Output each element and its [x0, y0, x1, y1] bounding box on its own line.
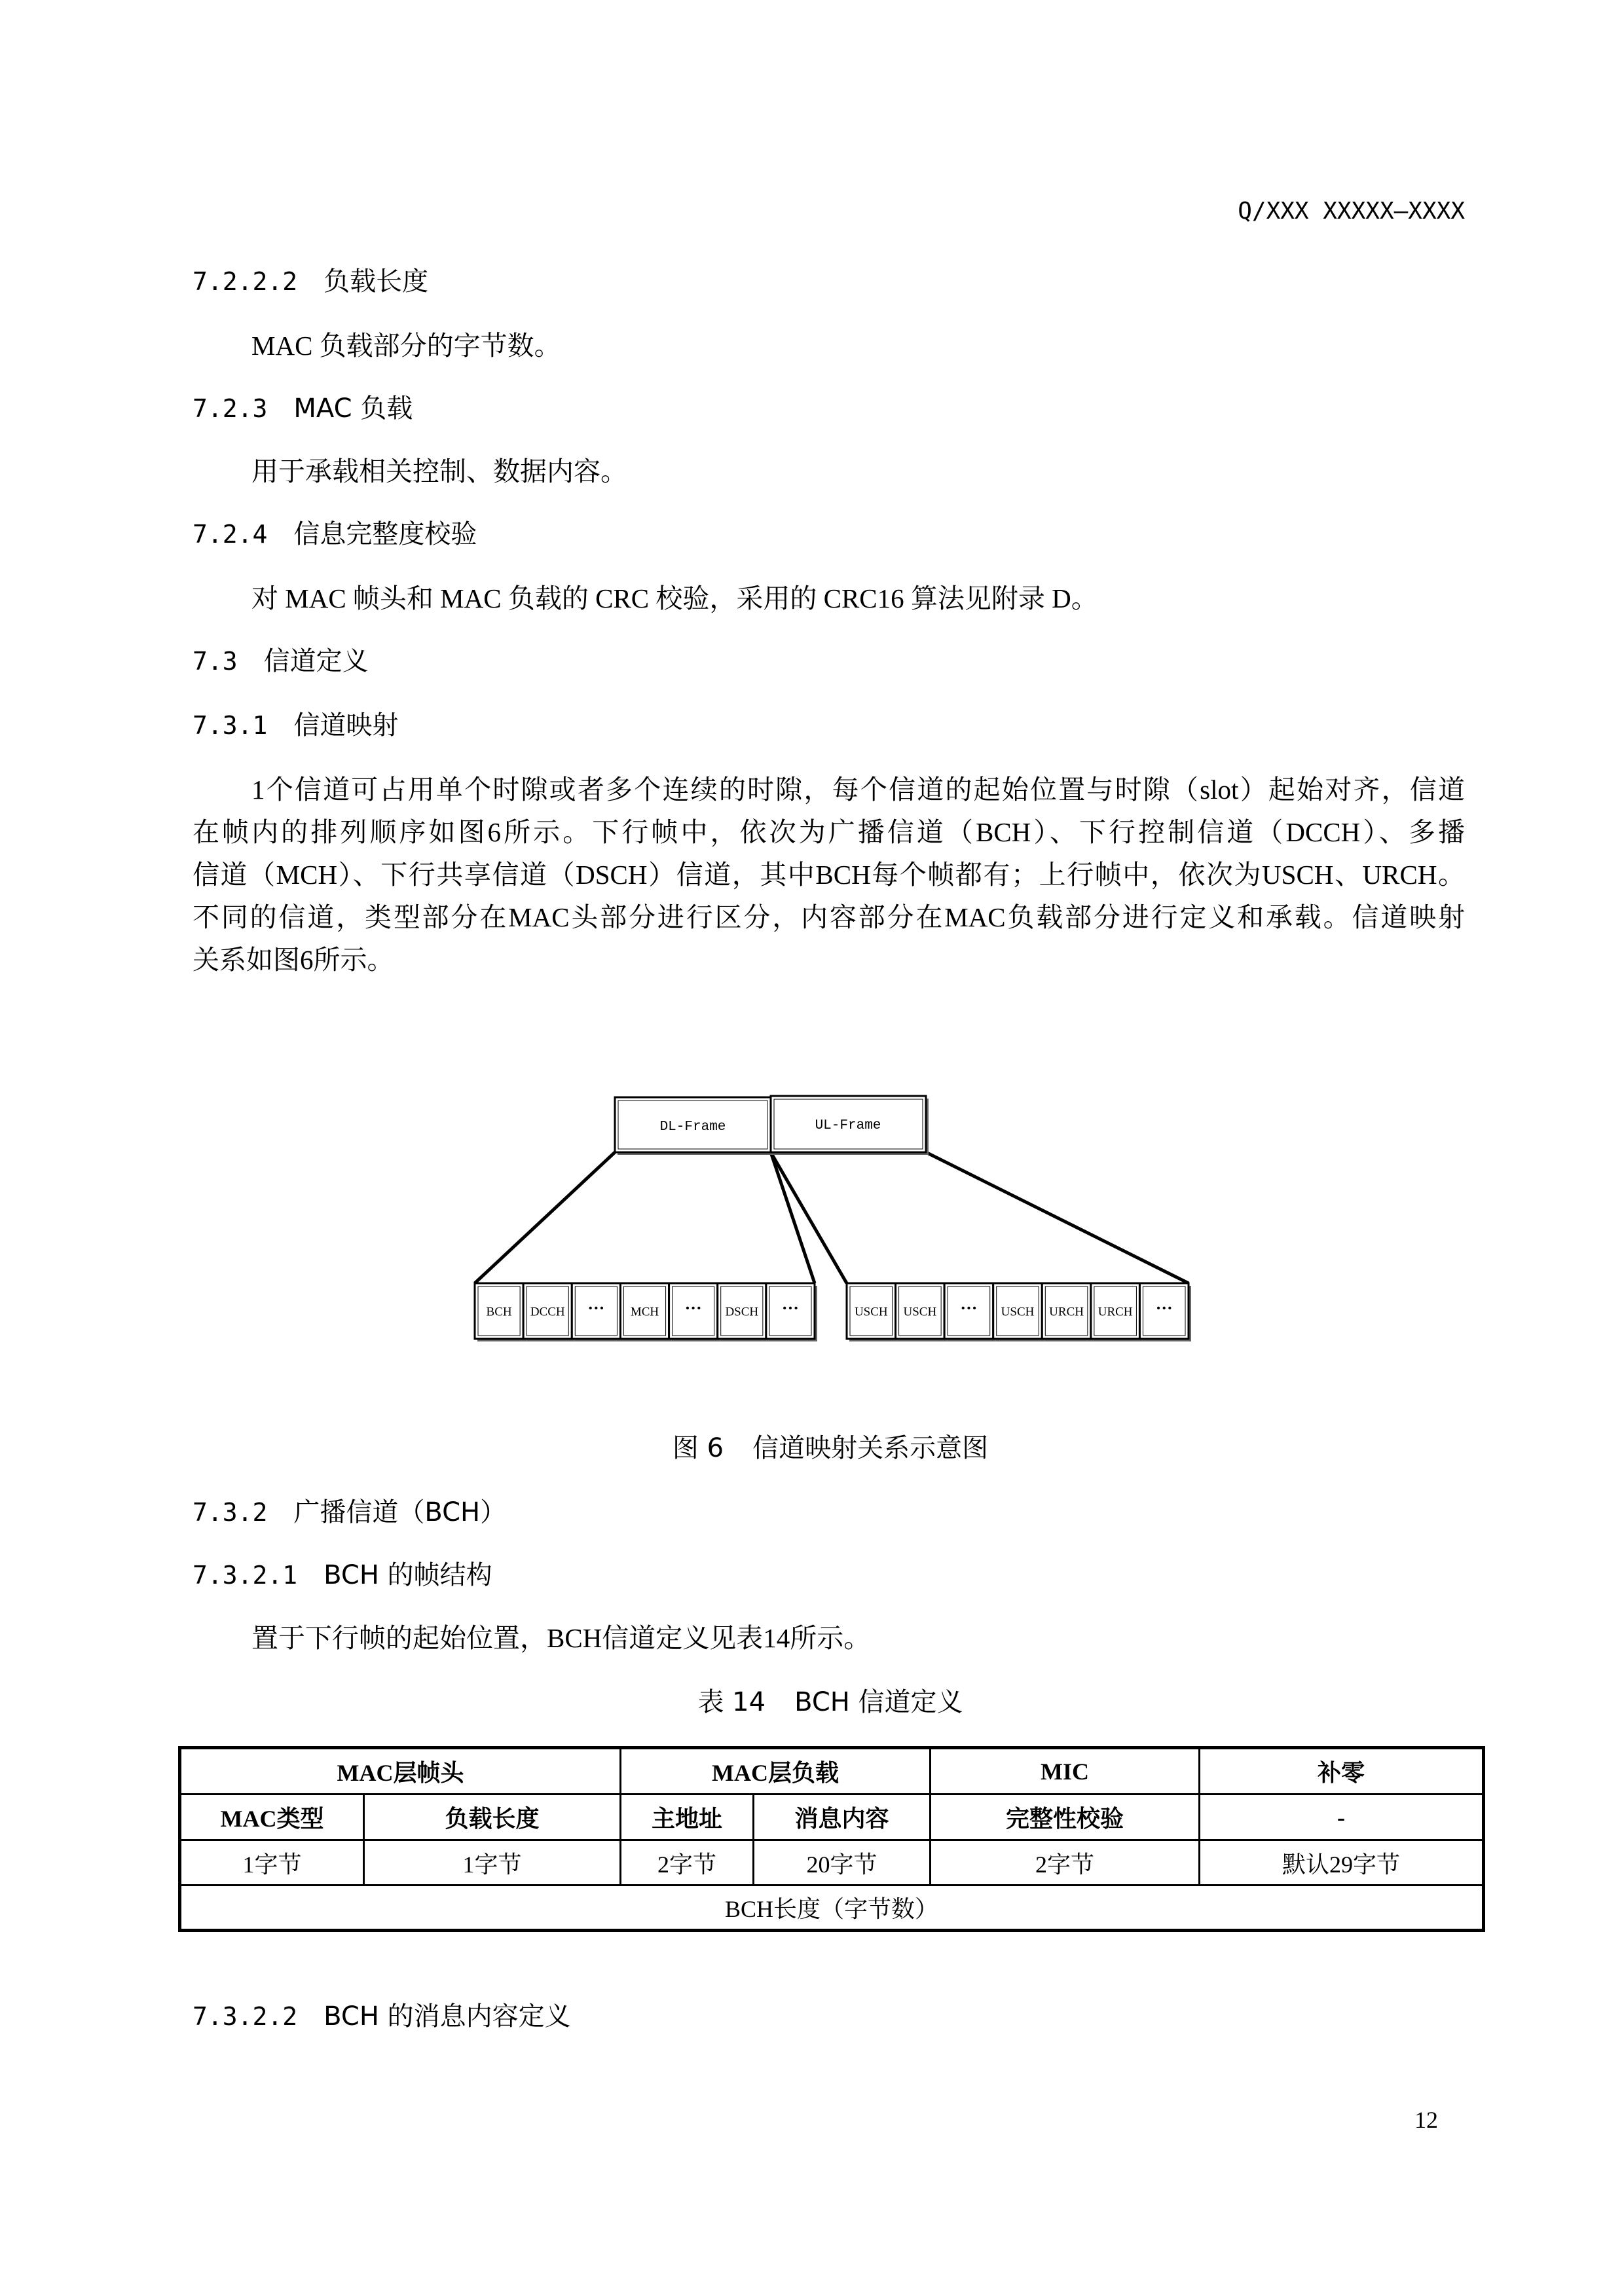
section-number: 7.2.4: [193, 520, 268, 549]
section-number: 7.3: [193, 647, 238, 676]
connector-line: [926, 1152, 1189, 1283]
channel-label: URCH: [1049, 1305, 1084, 1319]
section-heading-7-2-4: [193, 518, 477, 551]
section-title: 负载长度: [323, 266, 429, 297]
channel-box: [993, 1283, 1045, 1341]
channel-label: DCCH: [530, 1305, 565, 1319]
channel-label: URCH: [1098, 1305, 1133, 1319]
section-heading-7-3-1: [193, 709, 398, 742]
channel-box: [523, 1283, 574, 1341]
channel-label: MCH: [630, 1305, 659, 1319]
table-cell: 2字节: [931, 1840, 1200, 1886]
figure-number: 图 6: [672, 1433, 724, 1463]
dl-frame-box: [615, 1097, 773, 1155]
channel-box: [896, 1283, 948, 1341]
header-cell: 负载长度: [364, 1795, 621, 1840]
table-row: [180, 1795, 1484, 1840]
table-number: 表 14: [697, 1687, 766, 1717]
section-title: 广播信道（BCH）: [293, 1497, 507, 1527]
section-title: BCH 的帧结构: [323, 1560, 492, 1590]
paragraph-line: 不同的信道，类型部分在MAC头部分进行区分，内容部分在MAC负载部分进行定义和承载。信道映射: [193, 902, 1465, 932]
figure-caption: [0, 1432, 1624, 1465]
header-cell: MAC层帧头: [180, 1748, 621, 1795]
channel-box: [1091, 1283, 1143, 1341]
channel-box: [766, 1283, 817, 1341]
ul-frame-label: UL-Frame: [815, 1118, 881, 1133]
section-number: 7.3.2.1: [193, 1561, 298, 1590]
dl-frame-label: DL-Frame: [659, 1120, 726, 1135]
channel-label: USCH: [1001, 1305, 1035, 1319]
table-row: [180, 1748, 1484, 1795]
channel-label: ···: [960, 1298, 978, 1318]
figure-title: 信道映射关系示意图: [752, 1433, 989, 1463]
channel-label: ···: [1155, 1298, 1173, 1318]
header-cell: 补零: [1200, 1748, 1484, 1795]
section-heading-7-2-3: [193, 392, 413, 425]
section-title: 信息完整度校验: [293, 519, 477, 549]
channel-label: ···: [684, 1298, 702, 1318]
table-row: [180, 1886, 1484, 1931]
header-cell: MAC层负载: [621, 1748, 931, 1795]
section-body-7-2-4: 对 MAC 帧头和 MAC 负载的 CRC 校验，采用的 CRC16 算法见附录 D。: [251, 583, 1098, 613]
header-cell: MIC: [931, 1748, 1200, 1795]
section-title: 信道映射: [293, 710, 399, 740]
table-caption: [0, 1686, 1624, 1719]
header-cell: MAC类型: [180, 1795, 364, 1840]
table-total-cell: BCH长度（字节数）: [180, 1886, 1484, 1931]
header-cell: -: [1200, 1795, 1484, 1840]
table-cell: 1字节: [180, 1840, 364, 1886]
section-number: 7.2.3: [193, 394, 268, 423]
channel-mapping-diagram: [0, 1048, 1624, 1362]
channel-box: [669, 1283, 720, 1341]
table-row: [180, 1840, 1484, 1886]
table-cell: 默认29字节: [1200, 1840, 1484, 1886]
table-cell: 2字节: [621, 1840, 754, 1886]
section-heading-7-3: [193, 645, 369, 678]
section-body-7-2-3: 用于承载相关控制、数据内容。: [251, 456, 627, 486]
section-body-7-2-2-2: MAC 负载部分的字节数。: [251, 331, 561, 361]
channel-box: [1042, 1283, 1094, 1341]
channel-box: [475, 1283, 526, 1341]
channel-box: [1139, 1283, 1191, 1341]
header-cell: 主地址: [621, 1795, 754, 1840]
table-cell: 1字节: [364, 1840, 621, 1886]
channel-box: [847, 1283, 898, 1341]
connector-line: [475, 1152, 615, 1283]
document-code: Q/XXX XXXXX—XXXX: [1238, 198, 1465, 225]
paragraph-line: 关系如图6所示。: [193, 945, 394, 975]
uplink-channel-row: [847, 1283, 1191, 1341]
section-heading-7-3-2-2: [193, 2000, 571, 2033]
section-body-7-3-2-1: 置于下行帧的起始位置，BCH信道定义见表14所示。: [251, 1623, 871, 1653]
section-number: 7.3.2.2: [193, 2002, 298, 2031]
channel-label: USCH: [854, 1305, 888, 1319]
section-heading-7-3-2-1: [193, 1559, 492, 1592]
channel-label: BCH: [486, 1305, 512, 1319]
channel-box: [620, 1283, 671, 1341]
paragraph-line: 1个信道可占用单个时隙或者多个连续的时隙，每个信道的起始位置与时隙（slot）起始对齐，信道: [251, 774, 1465, 805]
paragraph-line: 信道（MCH）、下行共享信道（DSCH）信道，其中BCH每个帧都有；上行帧中，依次为USCH、URCH。: [193, 860, 1465, 890]
ul-frame-box: [771, 1096, 929, 1155]
channel-box: [718, 1283, 769, 1341]
downlink-channel-row: [475, 1283, 817, 1341]
table-cell: 20字节: [754, 1840, 931, 1886]
section-number: 7.2.2.2: [193, 267, 298, 296]
table-title: BCH 信道定义: [794, 1687, 963, 1717]
channel-label: DSCH: [725, 1305, 759, 1319]
section-title: MAC 负载: [293, 393, 413, 424]
channel-label: USCH: [903, 1305, 937, 1319]
bch-channel-table: [178, 1746, 1485, 1932]
section-title: BCH 的消息内容定义: [323, 2001, 571, 2032]
section-number: 7.3.1: [193, 711, 268, 740]
channel-box: [572, 1283, 623, 1341]
channel-label: ···: [587, 1298, 605, 1318]
paragraph-line: 在帧内的排列顺序如图6所示。下行帧中，依次为广播信道（BCH）、下行控制信道（DCCH）、多播: [193, 817, 1465, 847]
section-number: 7.3.2: [193, 1498, 268, 1527]
page-number: 12: [1414, 2107, 1438, 2133]
header-cell: 完整性校验: [931, 1795, 1200, 1840]
channel-label: ···: [781, 1298, 799, 1318]
section-heading-7-3-2: [193, 1496, 506, 1529]
channel-box: [944, 1283, 996, 1341]
header-cell: 消息内容: [754, 1795, 931, 1840]
section-heading-7-2-2-2: [193, 265, 428, 298]
section-title: 信道定义: [263, 646, 369, 676]
